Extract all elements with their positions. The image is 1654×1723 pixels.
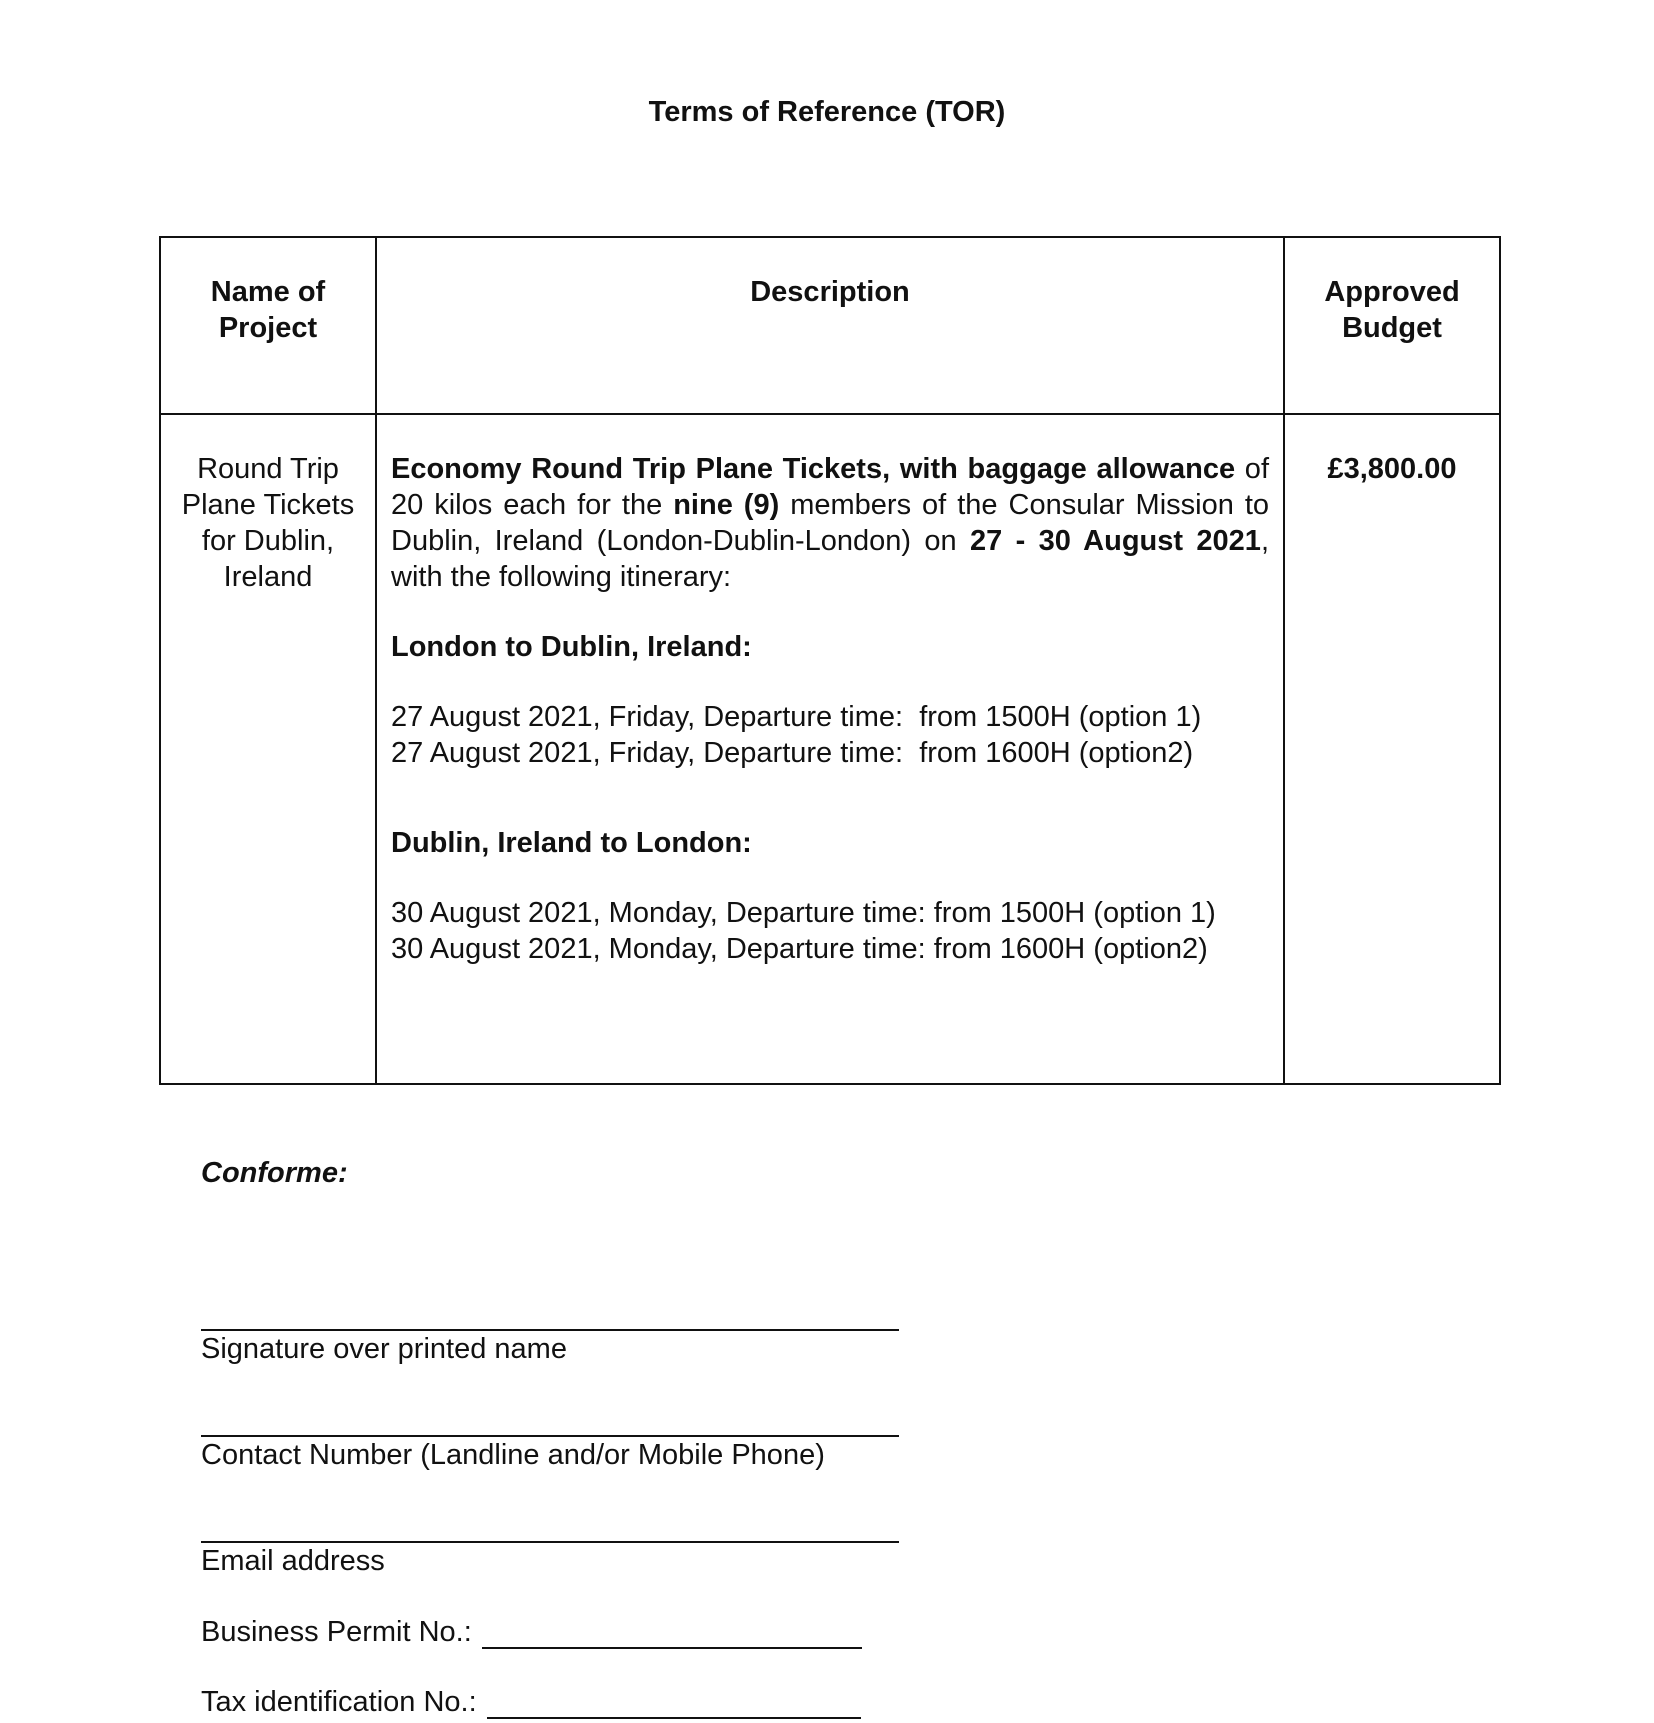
- header-name-of-project: Name of Project: [160, 237, 376, 414]
- table-header-row: [160, 237, 1500, 414]
- tin-field: [201, 1683, 861, 1719]
- contact-number-label: Contact Number (Landline and/or Mobile Phone): [201, 1439, 825, 1471]
- document-title: Terms of Reference (TOR): [648, 96, 1006, 128]
- contact-number-field[interactable]: [201, 1435, 899, 1472]
- table-row: [160, 414, 1500, 1084]
- conforme-label: Conforme:: [201, 1157, 348, 1189]
- header-approved-budget: Approved Budget: [1284, 237, 1500, 414]
- return-option-1: 30 August 2021, Monday, Departure time: from 1500H (option 1): [391, 897, 1216, 929]
- return-option-2: 30 August 2021, Monday, Departure time: from 1600H (option2): [391, 933, 1208, 965]
- approved-budget-cell: £3,800.00: [1284, 414, 1500, 1084]
- intro-text-4: members of the Consular Mission to Dublin, Ireland (London-Dublin-London) on: [391, 489, 1269, 557]
- business-permit-blank[interactable]: [482, 1613, 862, 1649]
- business-permit-label: Business Permit No.:: [201, 1616, 472, 1648]
- intro-text-6: , with the following itinerary:: [391, 525, 1269, 593]
- intro-bold-5: 27 - 30 August 2021: [970, 525, 1261, 557]
- email-label: Email address: [201, 1545, 385, 1577]
- email-line[interactable]: [201, 1541, 899, 1543]
- contact-number-line[interactable]: [201, 1435, 899, 1437]
- outbound-heading: London to Dublin, Ireland:: [391, 631, 752, 663]
- intro-text-2: of 20 kilos each for the: [391, 453, 1269, 521]
- signature-label: Signature over printed name: [201, 1333, 567, 1365]
- business-permit-field: [201, 1613, 862, 1649]
- header-description: Description: [376, 237, 1284, 414]
- return-heading: Dublin, Ireland to London:: [391, 827, 752, 859]
- description-cell: [376, 414, 1284, 1084]
- intro-bold-3: nine (9): [673, 489, 780, 521]
- outbound-option-1: 27 August 2021, Friday, Departure time: from 1500H (option 1): [391, 701, 1202, 733]
- tin-label: Tax identification No.:: [201, 1686, 477, 1718]
- signature-line[interactable]: [201, 1329, 899, 1331]
- tor-table: [159, 236, 1501, 1085]
- email-field[interactable]: [201, 1541, 899, 1578]
- tin-blank[interactable]: [487, 1683, 861, 1719]
- signature-field[interactable]: [201, 1329, 899, 1366]
- project-name-cell: Round Trip Plane Tickets for Dublin, Ireland: [160, 414, 376, 1084]
- description-intro: [391, 451, 1269, 595]
- intro-bold-1: Economy Round Trip Plane Tickets, with baggage allowance: [391, 453, 1236, 485]
- return-options: [391, 895, 1269, 967]
- outbound-option-2: 27 August 2021, Friday, Departure time: from 1600H (option2): [391, 737, 1194, 769]
- outbound-options: [391, 699, 1269, 771]
